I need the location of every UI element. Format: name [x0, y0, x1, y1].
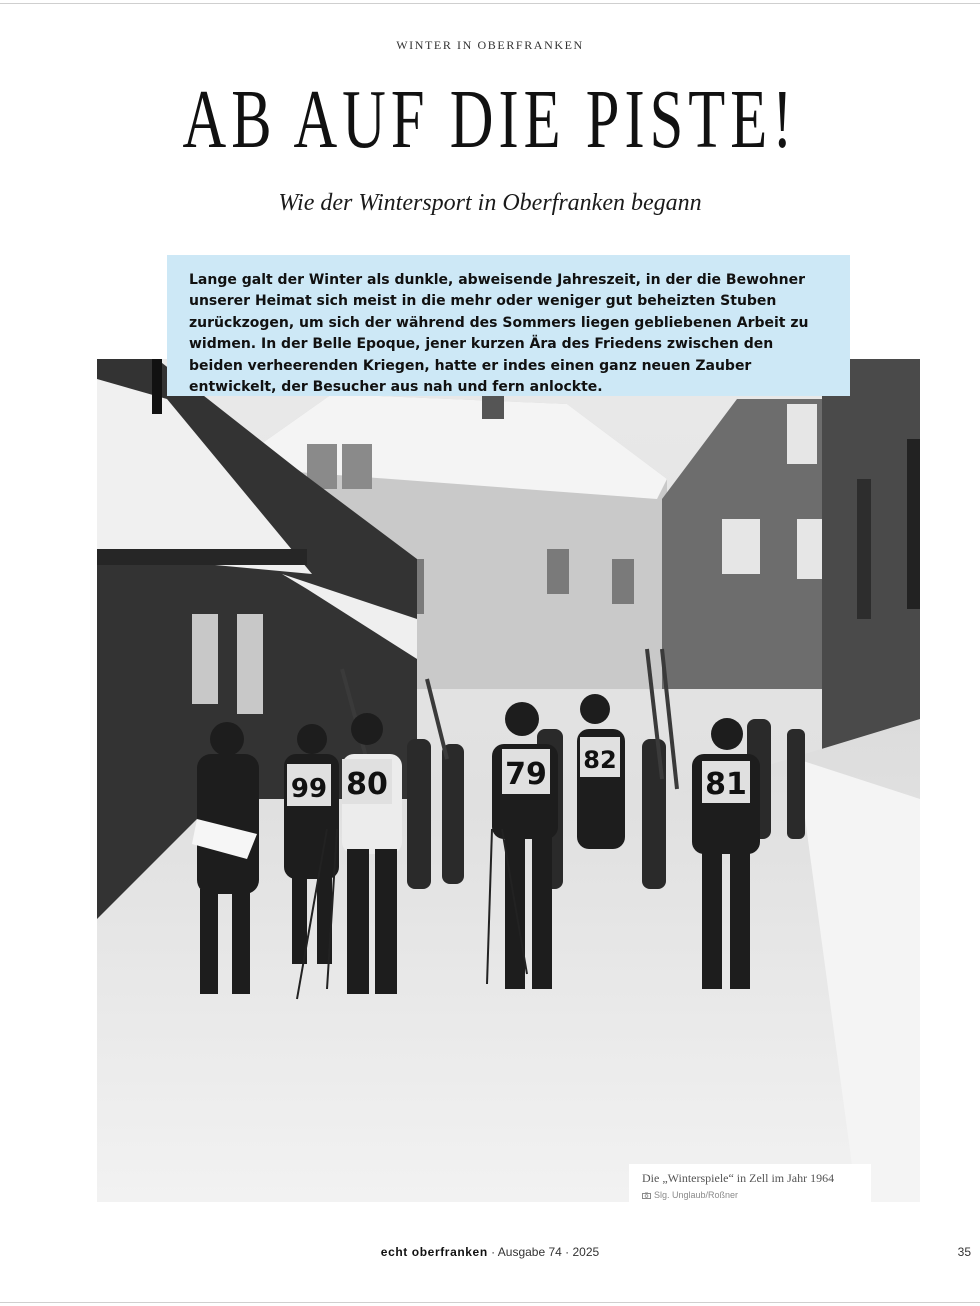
- bib-80: 80: [346, 767, 388, 802]
- bottom-rule: [0, 1302, 980, 1303]
- top-rule: [0, 3, 980, 4]
- magazine-brand: echt oberfranken: [380, 1245, 488, 1259]
- bib-79: 79: [505, 757, 547, 792]
- archive-photo: [97, 359, 920, 1202]
- intro-box: [167, 255, 850, 396]
- page-title: AB AUF DIE PISTE!: [182, 73, 798, 166]
- camera-icon: [642, 1192, 651, 1199]
- photo-illustration: [97, 359, 920, 1202]
- footer: [0, 1245, 980, 1259]
- bib-99: 99: [290, 774, 328, 804]
- intro-text: Lange galt der Winter als dunkle, abweisende Jahreszeit, in der die Bewohner unserer Heimat sich meist in die mehr oder weniger gut beheizten Stuben zurückzogen, um sich der während des Sommers liegen gebliebenen Arbeit zu widmen. In der Belle Epoque, jener kurzen Ära des Friedens zwischen den beiden verheerenden Kriegen, hatte er indes einen ganz neuen Zauber entwickelt, der Besucher aus nah und fern anlockte.: [189, 272, 809, 396]
- photo-caption-box: [629, 1164, 871, 1202]
- issue-info: · Ausgabe 74 · 2025: [491, 1245, 600, 1259]
- photo-caption: Die „Winterspiele“ in Zell im Jahr 1964: [642, 1171, 835, 1185]
- bib-82: 82: [583, 746, 617, 774]
- page-subtitle: Wie der Wintersport in Oberfranken begann: [278, 190, 702, 216]
- photo-credit: Slg. Unglaub/Roßner: [654, 1190, 739, 1200]
- page-number: 35: [957, 1245, 971, 1259]
- photo-credit-row: [642, 1190, 871, 1200]
- section-kicker: WINTER IN OBERFRANKEN: [396, 38, 584, 52]
- bib-81: 81: [705, 767, 747, 802]
